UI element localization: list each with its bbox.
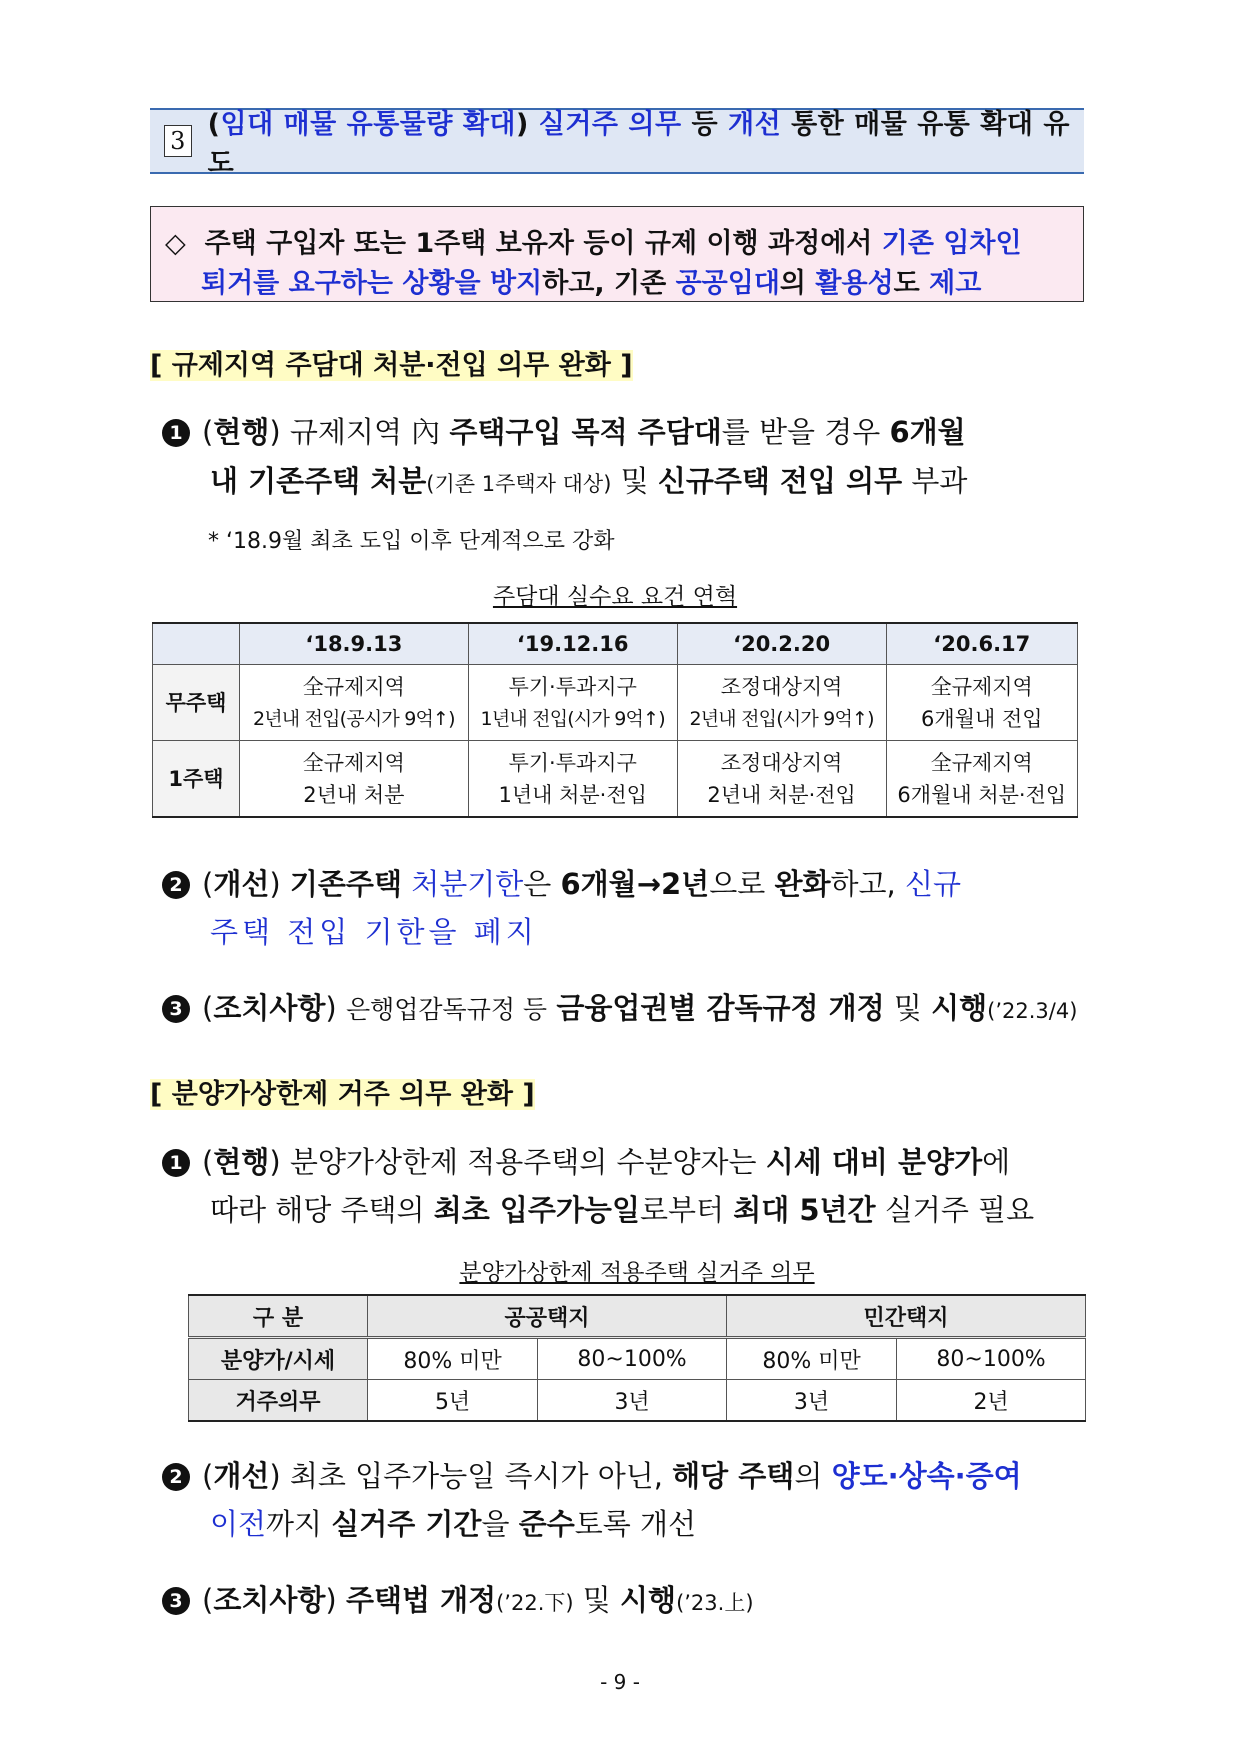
table1-caption: 주담대 실수요 요건 연혁 (492, 584, 738, 610)
number-badge: 2 (162, 1463, 190, 1491)
section-title: (임대 매물 유통물량 확대) 실거주 의무 등 개선 통한 매물 유통 확대 유도 (207, 109, 1070, 179)
table-cell: 80% 미만 (368, 1338, 538, 1380)
table-header-row (153, 623, 1078, 665)
item3-line-1: 3 (조치사항) 은행업감독규정 등 금융업권별 감독규정 개정 및 시행(’22.3/4) (162, 994, 1077, 1023)
row-header: 1주택 (153, 741, 240, 818)
table-row (189, 1338, 1086, 1380)
item4-line-2: 따라 해당 주택의 최초 입주가능일로부터 최대 5년간 실거주 필요 (210, 1193, 1035, 1227)
table2 (188, 1294, 1086, 1422)
table1 (152, 622, 1078, 818)
table-cell: 全규제지역 6개월내 처분·전입 (886, 741, 1077, 818)
table-cell: 3년 (538, 1380, 727, 1422)
item1-line-1: 1 (현행) 규제지역 內 주택구입 목적 주담대를 받을 경우 6개월 (162, 418, 966, 447)
number-badge: 1 (162, 1149, 190, 1177)
table-cell: 투기·투과지구 1년내 전입(시가 9억↑) (468, 665, 677, 741)
table-cell: 2년 (897, 1380, 1086, 1422)
table2-caption: 분양가상한제 적용주택 실거주 의무 (459, 1260, 815, 1286)
table-header-cell: ‘19.12.16 (468, 623, 677, 665)
number-badge: 1 (162, 419, 190, 447)
table-header-row (189, 1295, 1086, 1338)
table-cell: 조정대상지역 2년내 처분·전입 (677, 741, 886, 818)
table-cell: 80% 미만 (726, 1338, 896, 1380)
table-cell: 5년 (368, 1380, 538, 1422)
row-header: 무주택 (153, 665, 240, 741)
table-header-cell: 민간택지 (726, 1295, 1085, 1338)
item5-line-1: 2 (개선) 최초 입주가능일 즉시가 아닌, 해당 주택의 양도·상속·증여 (162, 1462, 1022, 1491)
table-row (153, 665, 1078, 741)
table-header-cell: ‘20.2.20 (677, 623, 886, 665)
table-cell: 3년 (726, 1380, 896, 1422)
summary-line-1: ◇ 주택 구입자 또는 1주택 보유자 등이 규제 이행 과정에서 기존 임차인 (165, 228, 1022, 259)
item4-line-1: 1 (현행) 분양가상한제 적용주택의 수분양자는 시세 대비 분양가에 (162, 1148, 1010, 1177)
item6-line-1: 3 (조치사항) 주택법 개정(’22.下) 및 시행(’23.上) (162, 1586, 754, 1615)
summary-line-2: 퇴거를 요구하는 상황을 방지하고, 기존 공공임대의 활용성도 제고 (201, 268, 982, 299)
table-cell: 조정대상지역 2년내 전입(시가 9억↑) (677, 665, 886, 741)
number-badge: 3 (162, 1587, 190, 1615)
table-header-cell: ‘18.9.13 (240, 623, 469, 665)
table-cell: 80~100% (538, 1338, 727, 1380)
table-cell: 全규제지역 2년내 전입(공시가 9억↑) (240, 665, 469, 741)
table-header-cell: 공공택지 (368, 1295, 727, 1338)
summary-box (150, 206, 1084, 302)
table-header-cell (153, 623, 240, 665)
section-number: 3 (164, 125, 192, 157)
table-cell: 80~100% (897, 1338, 1086, 1380)
section-header (150, 108, 1084, 179)
item1-line-2: 내 기존주택 처분(기존 1주택자 대상) 및 신규주택 전입 의무 부과 (210, 464, 968, 498)
item2-line-2: 주택 전입 기한을 폐지 (210, 915, 538, 949)
item5-line-2: 이전까지 실거주 기간을 준수토록 개선 (210, 1507, 696, 1541)
number-badge: 2 (162, 871, 190, 899)
item1-note: * ‘18.9월 최초 도입 이후 단계적으로 강화 (208, 529, 615, 554)
table-cell: 全규제지역 6개월내 전입 (886, 665, 1077, 741)
subheading-2: [ 분양가상한제 거주 의무 완화 ] (150, 1079, 535, 1110)
subheading-1: [ 규제지역 주담대 처분·전입 의무 완화 ] (150, 350, 633, 381)
table-row (189, 1380, 1086, 1422)
number-badge: 3 (162, 995, 190, 1023)
table-header-cell: 구 분 (189, 1295, 368, 1338)
item2-line-1: 2 (개선) 기존주택 처분기한은 6개월→2년으로 완화하고, 신규 (162, 870, 961, 899)
row-header: 거주의무 (189, 1380, 368, 1422)
table-cell: 투기·투과지구 1년내 처분·전입 (468, 741, 677, 818)
row-header: 분양가/시세 (189, 1338, 368, 1380)
table-cell: 全규제지역 2년내 처분 (240, 741, 469, 818)
table-row (153, 741, 1078, 818)
table-header-cell: ‘20.6.17 (886, 623, 1077, 665)
page-number: - 9 - (600, 1670, 640, 1694)
